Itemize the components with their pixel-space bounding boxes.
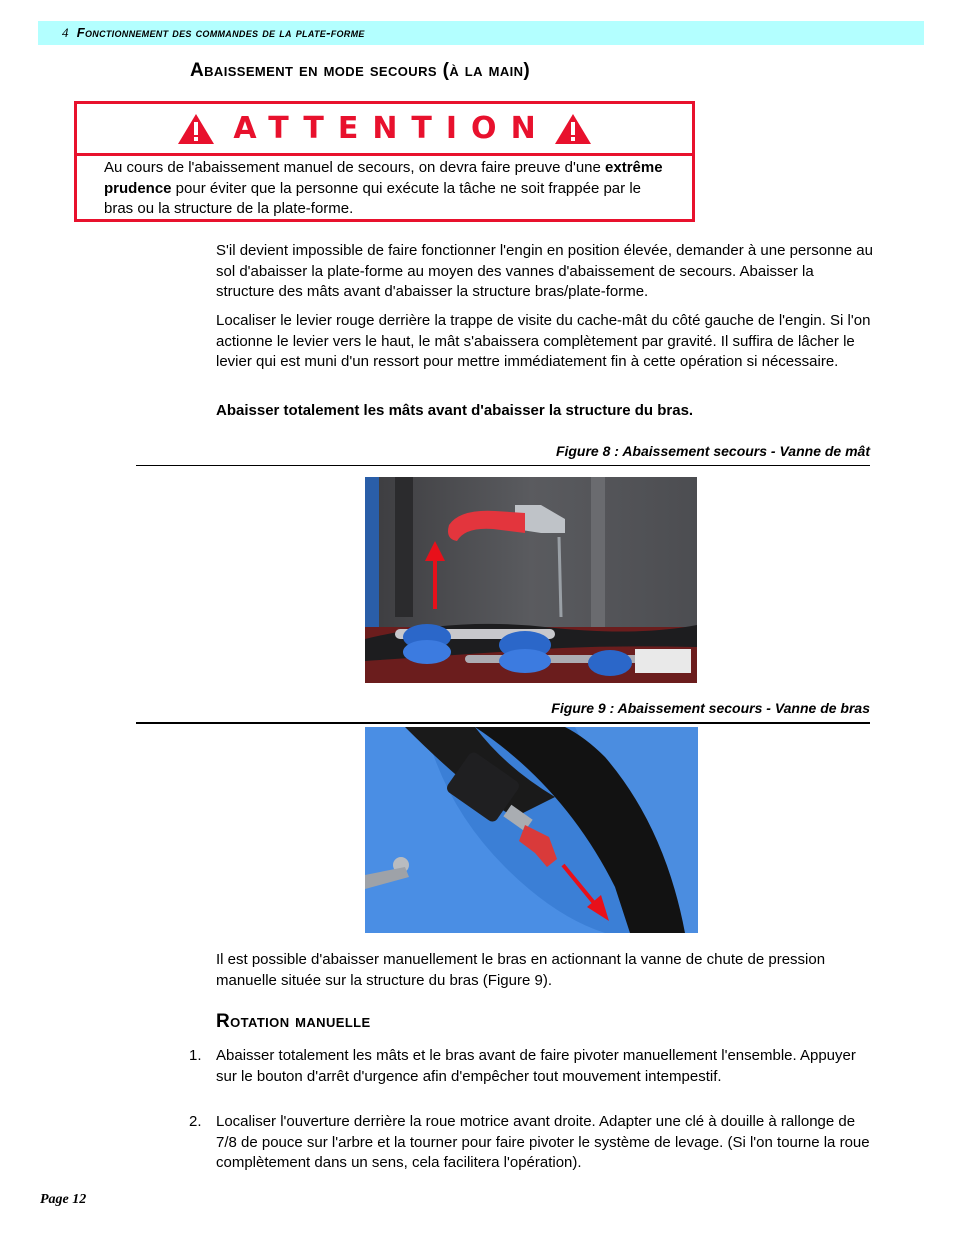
paragraph-intro: S'il devient impossible de faire fonctionner l'engin en position élevée, demander à une personne au sol d'abaisser la plate-forme au moyen des vannes d'abaissement de secours. Abaisser la structure des mâts avant d'abaisser la structure bras/plate-forme. [216,242,873,300]
mast-valve-illustration [365,477,697,683]
paragraph-mast-lever: Localiser le levier rouge derrière la trappe de visite du cache-mât du côté gauche de l'engin. Si l'on actionne le levier vers le haut, le mât s'abaissera complètement par gravité. Il suffira de lâcher le levier qui est muni d'un ressort pour mettre immédiatement fin à cette opération si nécessaire. [216,312,871,370]
figure-9-rule [136,722,870,724]
warning-triangle-icon [177,113,215,145]
chapter-number: 4 [62,25,69,40]
list-item-text: Abaisser totalement les mâts et le bras avant de faire pivoter manuellement l'ensemble. Appuyer sur le bouton d'arrêt d'urgence afin d'empêcher tout mouvement intempestif. [216,1047,856,1085]
section-title-abaissement: Abaissement en mode secours (à la main) [190,60,531,81]
attention-text: Au cours de l'abaissement manuel de secours, on devra faire preuve d'une extrême prudence pour éviter que la personne qui exécute la tâche ne soit frappée par le bras ou la structure de la plate-forme. [104,159,663,217]
figure-8-caption: Figure 8 : Abaissement secours - Vanne de mât [555,443,870,459]
figure-8-photo [365,477,697,683]
list-item-number: 2. [189,1113,202,1130]
attention-box [74,101,695,222]
section-title-rotation: Rotation manuelle [216,1011,371,1032]
paragraph-boom-lowering: Il est possible d'abaisser manuellement le bras en actionnant la vanne de chute de pression manuelle située sur la structure du bras (Figure 9). [216,951,826,989]
attention-label: ATTENTION [233,111,550,146]
list-item-text: Localiser l'ouverture derrière la roue motrice avant droite. Adapter une clé à douille à rallonge de 7/8 de pouce sur l'arbre et la tourner pour faire pivoter le système de levage. (Si l'on tourne la roue complètement dans un sens, cela facilitera l'opération). [216,1113,870,1171]
figure-9-photo [365,727,698,933]
paragraph-warning-bold: Abaisser totalement les mâts avant d'abaisser la structure du bras. [216,402,694,419]
boom-valve-illustration [365,727,698,933]
list-item-number: 1. [189,1047,202,1064]
chapter-title: Fonctionnement des commandes de la plate-forme [76,25,365,40]
page-number: Page 12 [40,1192,87,1207]
attention-emphasis: extrême prudence [104,159,663,197]
warning-triangle-icon [554,113,592,145]
figure-9-caption: Figure 9 : Abaissement secours - Vanne de bras [551,700,870,716]
figure-8-rule [136,465,870,466]
attention-banner [77,104,692,156]
chapter-header [62,25,365,41]
